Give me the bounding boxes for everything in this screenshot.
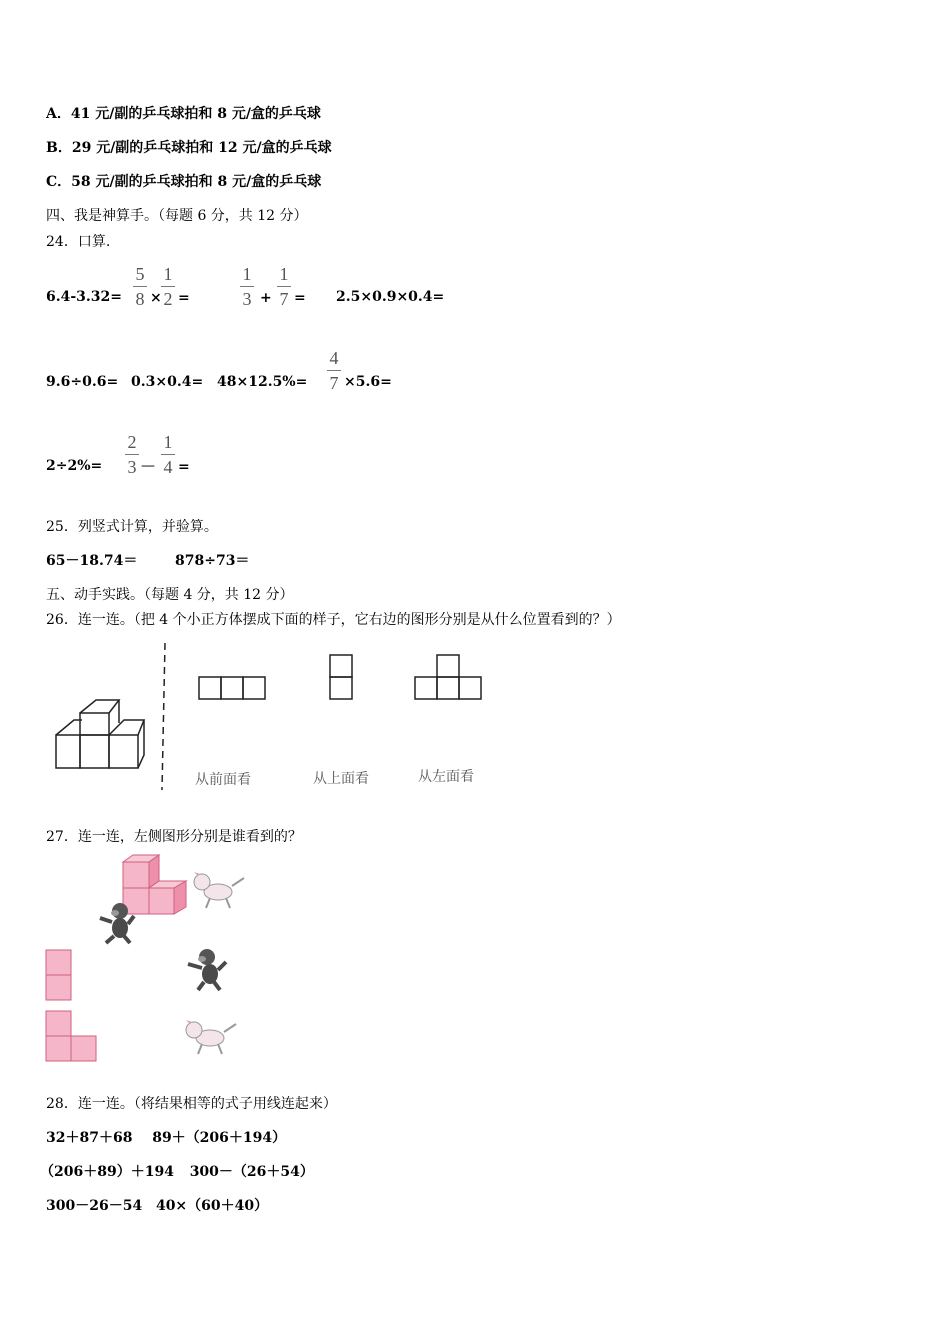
q28-right-expr: 40×（60＋40） [155,1198,269,1214]
q24-expr-1: 6.4-3.32= [46,289,122,305]
q28-left-expr: （206＋89）＋194 [40,1164,174,1180]
q24-expr-6: 0.3×0.4= [131,374,204,390]
q28-right-expr: 300－（26＋54） [189,1164,314,1180]
fraction-4-7: 4 7 [327,347,341,394]
q24-expr-7: 48×12.5%= [217,374,308,390]
divider-dashed-line [162,643,165,790]
section-4-title: 四、我是神算手。（每题 6 分，共 12 分） [46,208,308,224]
option-b: B．29 元/副的乒乓球拍和 12 元/盒的乒乓球 [46,140,332,156]
front-view-shape [199,677,265,699]
fraction-1-7: 1 7 [277,263,291,310]
equals-sign: = [178,290,190,306]
q24-expr-9: 2÷2%= [46,458,103,474]
times-sign: × [150,290,162,306]
q28-right-expr: 89＋（206＋194） [152,1130,287,1146]
option-a: A．41 元/副的乒乓球拍和 8 元/盒的乒乓球 [46,106,321,122]
q24-expr-5: 9.6÷0.6= [46,374,119,390]
q24-title: 24．口算. [46,234,111,250]
fraction-1-3: 1 3 [240,263,254,310]
fraction-1-2: 1 2 [161,263,175,310]
left-view-shape [415,655,481,699]
label-left-view: 从左面看 [418,769,474,785]
pink-cube-stack [123,855,186,914]
q28-row-3 [46,1195,268,1215]
equals-sign: = [178,459,190,475]
dog-icon [186,1020,236,1054]
q25-expr-1: 65－18.74＝ [46,553,138,569]
fraction-1-4: 1 4 [161,431,175,478]
option-c: C．58 元/副的乒乓球拍和 8 元/盒的乒乓球 [46,174,322,190]
q28-row-2 [40,1161,314,1181]
cube-stack [56,700,144,768]
label-top-view: 从上面看 [313,771,369,787]
monkey-icon [188,949,226,990]
q26-title: 26．连一连。（把 4 个小正方体摆成下面的样子，它右边的图形分别是从什么位置看到的？） [46,612,621,628]
label-front-view: 从前面看 [195,772,251,788]
top-view-shape [330,655,352,699]
q28-left-expr: 32＋87＋68 [46,1130,133,1146]
q24-expr-4: 2.5×0.9×0.4= [336,289,445,305]
q27-title: 27．连一连，左侧图形分别是谁看到的？ [46,829,302,845]
pink-view-l-shape [46,1011,96,1061]
fraction-5-8: 5 8 [133,263,147,310]
q24-expr-8: ×5.6= [344,374,392,390]
q28-row-1 [46,1127,286,1147]
q25-title: 25．列竖式计算，并验算。 [46,519,218,535]
plus-sign: + [260,290,272,306]
q27-figure [40,850,260,1065]
q25-expr-2: 878÷73＝ [175,553,250,569]
q28-title: 28．连一连。（将结果相等的式子用线连起来） [46,1096,337,1112]
dog-icon [194,872,244,908]
q28-left-expr: 300－26－54 [46,1198,143,1214]
pink-view-two-squares [46,950,71,1000]
minus-sign: — [141,458,155,474]
fraction-2-3: 2 3 [125,431,139,478]
equals-sign: = [294,290,306,306]
section-5-title: 五、动手实践。（每题 4 分，共 12 分） [46,587,294,603]
